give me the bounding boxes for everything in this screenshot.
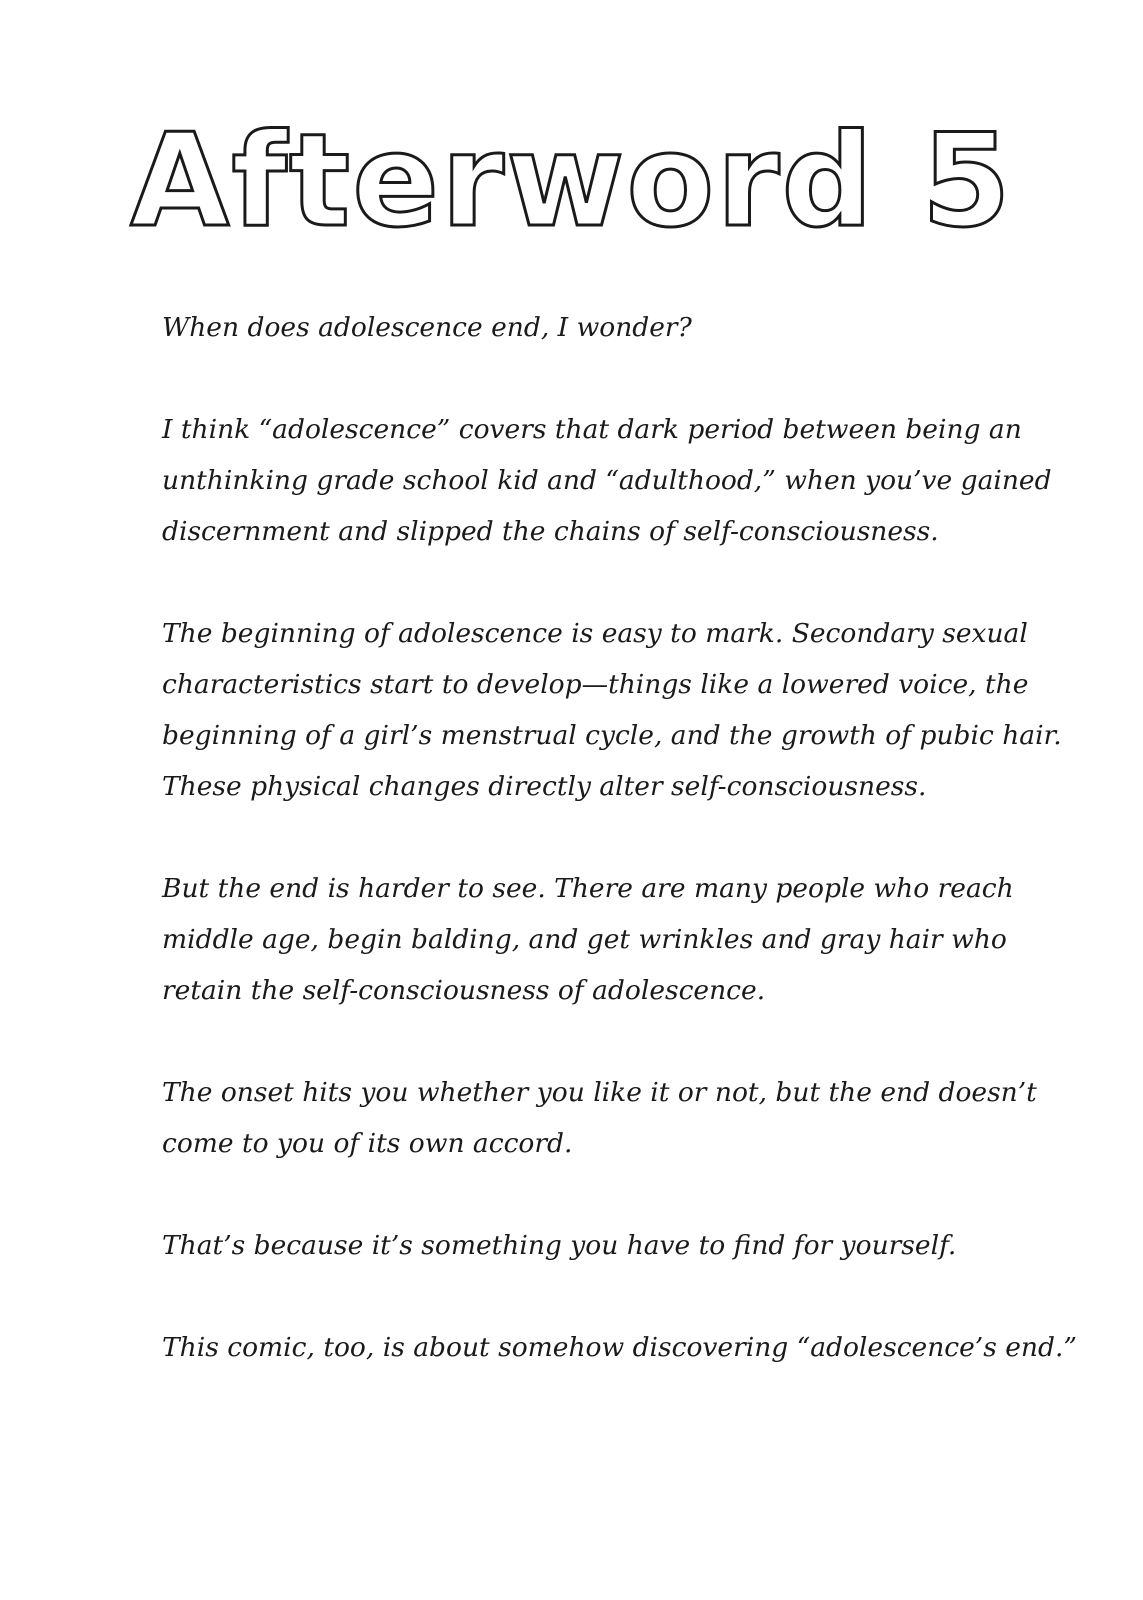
text-line: middle age, begin balding, and get wrinkles and gray hair who <box>162 924 1007 955</box>
text-line: come to you of its own accord. <box>162 1128 573 1159</box>
paragraph-7 <box>162 1322 1077 1373</box>
text-line: The onset hits you whether you like it or not, but the end doesn’t <box>162 1077 1037 1108</box>
paragraph-2 <box>162 404 1052 557</box>
text-line: These physical changes directly alter self-consciousness. <box>162 771 927 802</box>
text-line: This comic, too, is about somehow discovering “adolescence’s end.” <box>162 1332 1077 1363</box>
text-line: That’s because it’s something you have to find for yourself. <box>162 1230 957 1261</box>
text-line: But the end is harder to see. There are many people who reach <box>162 873 1014 904</box>
text-line: When does adolescence end, I wonder? <box>162 312 692 343</box>
paragraph-3 <box>162 608 1062 812</box>
paragraph-5 <box>162 1067 1037 1169</box>
text-line: unthinking grade school kid and “adulthood,” when you’ve gained <box>162 465 1052 496</box>
text-line: discernment and slipped the chains of self-consciousness. <box>162 516 939 547</box>
text-line: beginning of a girl’s menstrual cycle, and the growth of pubic hair. <box>162 720 1062 751</box>
text-line: I think “adolescence” covers that dark period between being an <box>162 414 1022 445</box>
paragraph-1 <box>162 302 1022 353</box>
text-line: retain the self-consciousness of adolescence. <box>162 975 766 1006</box>
text-line: The beginning of adolescence is easy to mark. Secondary sexual <box>162 618 1028 649</box>
paragraph-6 <box>162 1220 1022 1271</box>
paragraph-4 <box>162 863 1022 1016</box>
text-line: characteristics start to develop—things like a lowered voice, the <box>162 669 1029 700</box>
afterword-body <box>162 302 1077 1424</box>
page-title: Afterword 5 <box>130 107 1013 256</box>
